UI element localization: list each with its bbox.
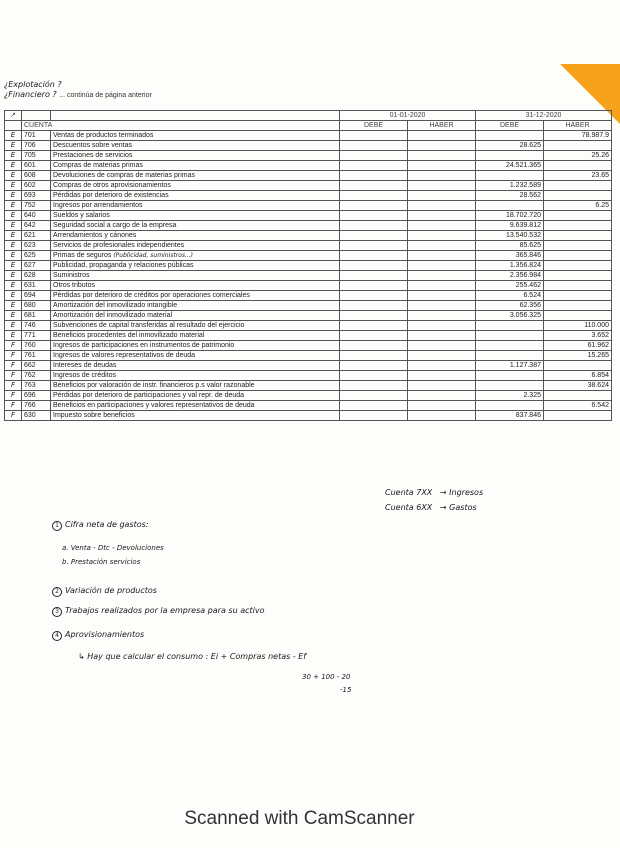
- haber-2020-12: [544, 261, 612, 271]
- haber-2020-12: 23.65: [544, 171, 612, 181]
- account-code: 631: [22, 281, 51, 291]
- debe-2020-12: [476, 331, 544, 341]
- haber-2020-01: [408, 331, 476, 341]
- row-type: E: [5, 261, 22, 271]
- account-description: Pérdidas por deterioro de existencias: [51, 191, 340, 201]
- row-type: E: [5, 241, 22, 251]
- account-description: Descuentos sobre ventas: [51, 141, 340, 151]
- debe-2020-01: [340, 171, 408, 181]
- note-4b: 30 + 100 - 20: [302, 673, 351, 681]
- haber-2020-01: [408, 391, 476, 401]
- debe-2020-01: [340, 201, 408, 211]
- haber-2020-12: [544, 311, 612, 321]
- row-type: F: [5, 411, 22, 421]
- haber-2020-01: [408, 411, 476, 421]
- table-row: [5, 411, 612, 421]
- table-row: [5, 351, 612, 361]
- haber-2020-01: [408, 261, 476, 271]
- debe-2020-01: [340, 251, 408, 261]
- account-code: 625: [22, 251, 51, 261]
- haber-2020-12: 25.26: [544, 151, 612, 161]
- table-row: [5, 291, 612, 301]
- debe-2020-01: [340, 261, 408, 271]
- account-description: Devoluciones de compras de materias primas: [51, 171, 340, 181]
- legend-line-gastos: Cuenta 6XX → Gastos: [385, 503, 477, 512]
- note-4c: -15: [340, 686, 352, 694]
- account-description: Otros tributos: [51, 281, 340, 291]
- debe-2020-12: 9.639.812: [476, 221, 544, 231]
- row-type: F: [5, 351, 22, 361]
- table-row: [5, 131, 612, 141]
- debe-2020-01: [340, 411, 408, 421]
- account-description: Impuesto sobre beneficios: [51, 411, 340, 421]
- account-description: Ingresos de participaciones en instrumentos de patrimonio: [51, 341, 340, 351]
- account-code: 601: [22, 161, 51, 171]
- debe-2020-12: 2.356.984: [476, 271, 544, 281]
- account-code: 680: [22, 301, 51, 311]
- debe-header-2: DEBE: [476, 121, 544, 131]
- row-type: E: [5, 251, 22, 261]
- table-row: [5, 371, 612, 381]
- debe-2020-12: [476, 341, 544, 351]
- row-type: E: [5, 161, 22, 171]
- haber-2020-12: 110.000: [544, 321, 612, 331]
- row-type: E: [5, 181, 22, 191]
- table-row: [5, 141, 612, 151]
- account-code: 642: [22, 221, 51, 231]
- debe-2020-12: [476, 131, 544, 141]
- debe-2020-12: [476, 381, 544, 391]
- debe-2020-01: [340, 281, 408, 291]
- haber-2020-01: [408, 181, 476, 191]
- table-row: [5, 331, 612, 341]
- table-row: [5, 301, 612, 311]
- haber-2020-01: [408, 361, 476, 371]
- row-type: E: [5, 221, 22, 231]
- scanner-watermark: Scanned with CamScanner: [184, 808, 415, 829]
- row-type: E: [5, 291, 22, 301]
- haber-2020-01: [408, 251, 476, 261]
- account-code: 623: [22, 241, 51, 251]
- table-row: [5, 251, 612, 261]
- table-row: [5, 151, 612, 161]
- account-description: Beneficios por valoración de instr. financieros p.s valor razonable: [51, 381, 340, 391]
- debe-2020-01: [340, 301, 408, 311]
- account-code: 640: [22, 211, 51, 221]
- table-row: [5, 201, 612, 211]
- row-type: E: [5, 131, 22, 141]
- debe-2020-12: 365.846: [476, 251, 544, 261]
- table-row: [5, 271, 612, 281]
- account-description: Beneficios procedentes del inmovilizado material: [51, 331, 340, 341]
- debe-2020-01: [340, 291, 408, 301]
- haber-2020-01: [408, 341, 476, 351]
- debe-2020-01: [340, 351, 408, 361]
- haber-2020-12: [544, 361, 612, 371]
- note-line-explotacion: ¿Explotación ?: [4, 80, 62, 89]
- date-header-2: 31-12-2020: [476, 111, 612, 121]
- account-description: Subvenciones de capital transferidas al resultado del ejercicio: [51, 321, 340, 331]
- haber-2020-01: [408, 211, 476, 221]
- row-type: E: [5, 191, 22, 201]
- account-code: 761: [22, 351, 51, 361]
- account-description: Beneficios en participaciones y valores representativos de deuda: [51, 401, 340, 411]
- haber-2020-12: 6.25: [544, 201, 612, 211]
- haber-2020-01: [408, 271, 476, 281]
- table-row: [5, 321, 612, 331]
- debe-2020-12: [476, 321, 544, 331]
- account-code: 662: [22, 361, 51, 371]
- account-code: 701: [22, 131, 51, 141]
- haber-2020-01: [408, 311, 476, 321]
- table-row: [5, 341, 612, 351]
- table-row: [5, 181, 612, 191]
- debe-2020-01: [340, 241, 408, 251]
- haber-2020-12: [544, 411, 612, 421]
- haber-2020-12: [544, 281, 612, 291]
- debe-2020-01: [340, 131, 408, 141]
- debe-2020-01: [340, 381, 408, 391]
- debe-2020-12: [476, 401, 544, 411]
- haber-2020-01: [408, 321, 476, 331]
- account-description: Amortización del inmovilizado intangible: [51, 301, 340, 311]
- debe-2020-01: [340, 371, 408, 381]
- note-4: 4 Aprovisionamientos: [52, 630, 144, 641]
- haber-2020-01: [408, 351, 476, 361]
- account-code: 763: [22, 381, 51, 391]
- haber-2020-12: [544, 291, 612, 301]
- account-description: Publicidad, propaganda y relaciones públicas: [51, 261, 340, 271]
- haber-2020-12: [544, 211, 612, 221]
- debe-2020-12: [476, 151, 544, 161]
- table-header-columns: [5, 121, 612, 131]
- note-3: 3 Trabajos realizados por la empresa para su activo: [52, 606, 264, 617]
- account-description: Intereses de deudas: [51, 361, 340, 371]
- debe-2020-01: [340, 321, 408, 331]
- debe-2020-12: 28.625: [476, 141, 544, 151]
- debe-2020-01: [340, 361, 408, 371]
- account-description: Ingresos por arrendamientos: [51, 201, 340, 211]
- haber-2020-01: [408, 371, 476, 381]
- debe-2020-01: [340, 221, 408, 231]
- account-code: 752: [22, 201, 51, 211]
- table-row: [5, 361, 612, 371]
- debe-2020-01: [340, 161, 408, 171]
- account-column-header: CUENTA: [22, 121, 340, 131]
- table-row: [5, 401, 612, 411]
- haber-2020-01: [408, 221, 476, 231]
- debe-2020-12: 255.462: [476, 281, 544, 291]
- row-type: F: [5, 381, 22, 391]
- debe-2020-12: 13.540.532: [476, 231, 544, 241]
- account-description: Primas de seguros (Publicidad, suministros...): [51, 251, 340, 261]
- account-description: Compras de materias primas: [51, 161, 340, 171]
- haber-2020-12: [544, 301, 612, 311]
- note-1a: a. Venta - Dtc - Devoluciones: [62, 544, 164, 552]
- haber-2020-12: [544, 271, 612, 281]
- haber-2020-01: [408, 291, 476, 301]
- handwritten-header-note: [4, 80, 152, 101]
- haber-2020-12: [544, 391, 612, 401]
- note-1b: b. Prestación servicios: [62, 558, 141, 566]
- debe-2020-12: [476, 201, 544, 211]
- debe-2020-01: [340, 191, 408, 201]
- account-code: 681: [22, 311, 51, 321]
- row-type: F: [5, 391, 22, 401]
- haber-2020-12: 38.624: [544, 381, 612, 391]
- debe-2020-12: 1.232.589: [476, 181, 544, 191]
- haber-2020-12: [544, 231, 612, 241]
- haber-2020-01: [408, 191, 476, 201]
- account-description: Pérdidas por deterioro de participaciones y val repr. de deuda: [51, 391, 340, 401]
- table-row: [5, 211, 612, 221]
- debe-2020-12: 3.056.325: [476, 311, 544, 321]
- account-code: 602: [22, 181, 51, 191]
- haber-2020-12: [544, 251, 612, 261]
- debe-2020-01: [340, 181, 408, 191]
- haber-header-1: HABER: [408, 121, 476, 131]
- haber-2020-12: 78.987.9: [544, 131, 612, 141]
- header-corner: ↗: [5, 111, 22, 121]
- ledger-table: [4, 110, 612, 421]
- debe-2020-01: [340, 331, 408, 341]
- table-row: [5, 391, 612, 401]
- table-row: [5, 171, 612, 181]
- account-code: 608: [22, 171, 51, 181]
- note-1: 1 Cifra neta de gastos:: [52, 520, 149, 531]
- debe-2020-12: 6.524: [476, 291, 544, 301]
- haber-2020-01: [408, 151, 476, 161]
- table-row: [5, 241, 612, 251]
- haber-2020-12: 6.542: [544, 401, 612, 411]
- haber-2020-12: [544, 241, 612, 251]
- haber-2020-12: 6.854: [544, 371, 612, 381]
- haber-2020-12: [544, 221, 612, 231]
- haber-2020-01: [408, 201, 476, 211]
- note-line-financiero: ¿Financiero ? ... continúa de página anterior: [4, 90, 152, 99]
- row-type: E: [5, 151, 22, 161]
- account-description: Pérdidas por deterioro de créditos por operaciones comerciales: [51, 291, 340, 301]
- debe-header-1: DEBE: [340, 121, 408, 131]
- legend-line-ingresos: Cuenta 7XX → Ingresos: [385, 488, 484, 497]
- account-description: Sueldos y salarios: [51, 211, 340, 221]
- haber-2020-12: [544, 181, 612, 191]
- row-type: E: [5, 201, 22, 211]
- table-row: [5, 191, 612, 201]
- haber-2020-12: 3.652: [544, 331, 612, 341]
- haber-2020-01: [408, 141, 476, 151]
- handwritten-annotation: (Publicidad, suministros...): [113, 252, 194, 259]
- haber-2020-01: [408, 161, 476, 171]
- row-type: F: [5, 371, 22, 381]
- account-code: 628: [22, 271, 51, 281]
- row-type: E: [5, 231, 22, 241]
- table-row: [5, 221, 612, 231]
- debe-2020-01: [340, 141, 408, 151]
- row-type: E: [5, 171, 22, 181]
- debe-2020-12: 837.846: [476, 411, 544, 421]
- account-code: 705: [22, 151, 51, 161]
- row-type: E: [5, 301, 22, 311]
- account-description: Seguridad social a cargo de la empresa: [51, 221, 340, 231]
- debe-2020-12: 2.325: [476, 391, 544, 401]
- account-code: 627: [22, 261, 51, 271]
- haber-header-2: HABER: [544, 121, 612, 131]
- debe-2020-12: [476, 171, 544, 181]
- note-2: 2 Variación de productos: [52, 586, 157, 597]
- debe-2020-12: 24.521.365: [476, 161, 544, 171]
- account-code: 630: [22, 411, 51, 421]
- haber-2020-12: [544, 191, 612, 201]
- note-4a: ↳ Hay que calcular el consumo : Ei + Compras netas - Ef: [78, 652, 307, 661]
- debe-2020-01: [340, 341, 408, 351]
- debe-2020-01: [340, 151, 408, 161]
- debe-2020-12: 1.356.824: [476, 261, 544, 271]
- row-type: F: [5, 401, 22, 411]
- continued-text: ... continúa de página anterior: [59, 92, 152, 99]
- row-type: F: [5, 341, 22, 351]
- haber-2020-01: [408, 231, 476, 241]
- debe-2020-01: [340, 231, 408, 241]
- haber-2020-12: [544, 161, 612, 171]
- haber-2020-01: [408, 131, 476, 141]
- row-type: F: [5, 361, 22, 371]
- account-description: Servicios de profesionales independientes: [51, 241, 340, 251]
- account-description: Amortización del inmovilizado material: [51, 311, 340, 321]
- account-code: 696: [22, 391, 51, 401]
- account-code: 771: [22, 331, 51, 341]
- date-header-1: 01-01-2020: [340, 111, 476, 121]
- account-code: 766: [22, 401, 51, 411]
- table-row: [5, 261, 612, 271]
- haber-2020-01: [408, 381, 476, 391]
- haber-2020-01: [408, 241, 476, 251]
- account-description: Ingresos de valores representativos de deuda: [51, 351, 340, 361]
- row-type: E: [5, 281, 22, 291]
- account-description: Suministros: [51, 271, 340, 281]
- account-description: Prestaciones de servicios: [51, 151, 340, 161]
- account-code: 760: [22, 341, 51, 351]
- haber-2020-01: [408, 281, 476, 291]
- account-code: 762: [22, 371, 51, 381]
- debe-2020-12: 18.702.720: [476, 211, 544, 221]
- row-type: E: [5, 321, 22, 331]
- debe-2020-12: 1.127.387: [476, 361, 544, 371]
- debe-2020-01: [340, 311, 408, 321]
- haber-2020-01: [408, 171, 476, 181]
- haber-2020-12: [544, 141, 612, 151]
- haber-2020-01: [408, 401, 476, 411]
- debe-2020-12: 28.562: [476, 191, 544, 201]
- table-header-dates: [5, 111, 612, 121]
- table-row: [5, 161, 612, 171]
- account-code: 693: [22, 191, 51, 201]
- account-code: 746: [22, 321, 51, 331]
- account-code: 706: [22, 141, 51, 151]
- haber-2020-12: 15.265: [544, 351, 612, 361]
- debe-2020-12: [476, 351, 544, 361]
- debe-2020-01: [340, 211, 408, 221]
- debe-2020-12: 85.625: [476, 241, 544, 251]
- account-code: 694: [22, 291, 51, 301]
- haber-2020-01: [408, 301, 476, 311]
- table-row: [5, 311, 612, 321]
- table-row: [5, 381, 612, 391]
- table-row: [5, 281, 612, 291]
- account-code: 621: [22, 231, 51, 241]
- account-description: Compras de otros aprovisionamientos: [51, 181, 340, 191]
- row-type: E: [5, 311, 22, 321]
- table-row: [5, 231, 612, 241]
- row-type: E: [5, 211, 22, 221]
- account-description: Arrendamientos y cánones: [51, 231, 340, 241]
- debe-2020-12: 62.356: [476, 301, 544, 311]
- debe-2020-01: [340, 401, 408, 411]
- row-type: E: [5, 271, 22, 281]
- account-description: Ingresos de créditos: [51, 371, 340, 381]
- debe-2020-01: [340, 271, 408, 281]
- row-type: E: [5, 331, 22, 341]
- row-type: E: [5, 141, 22, 151]
- haber-2020-12: 61.962: [544, 341, 612, 351]
- debe-2020-12: [476, 371, 544, 381]
- account-description: Ventas de productos terminados: [51, 131, 340, 141]
- debe-2020-01: [340, 391, 408, 401]
